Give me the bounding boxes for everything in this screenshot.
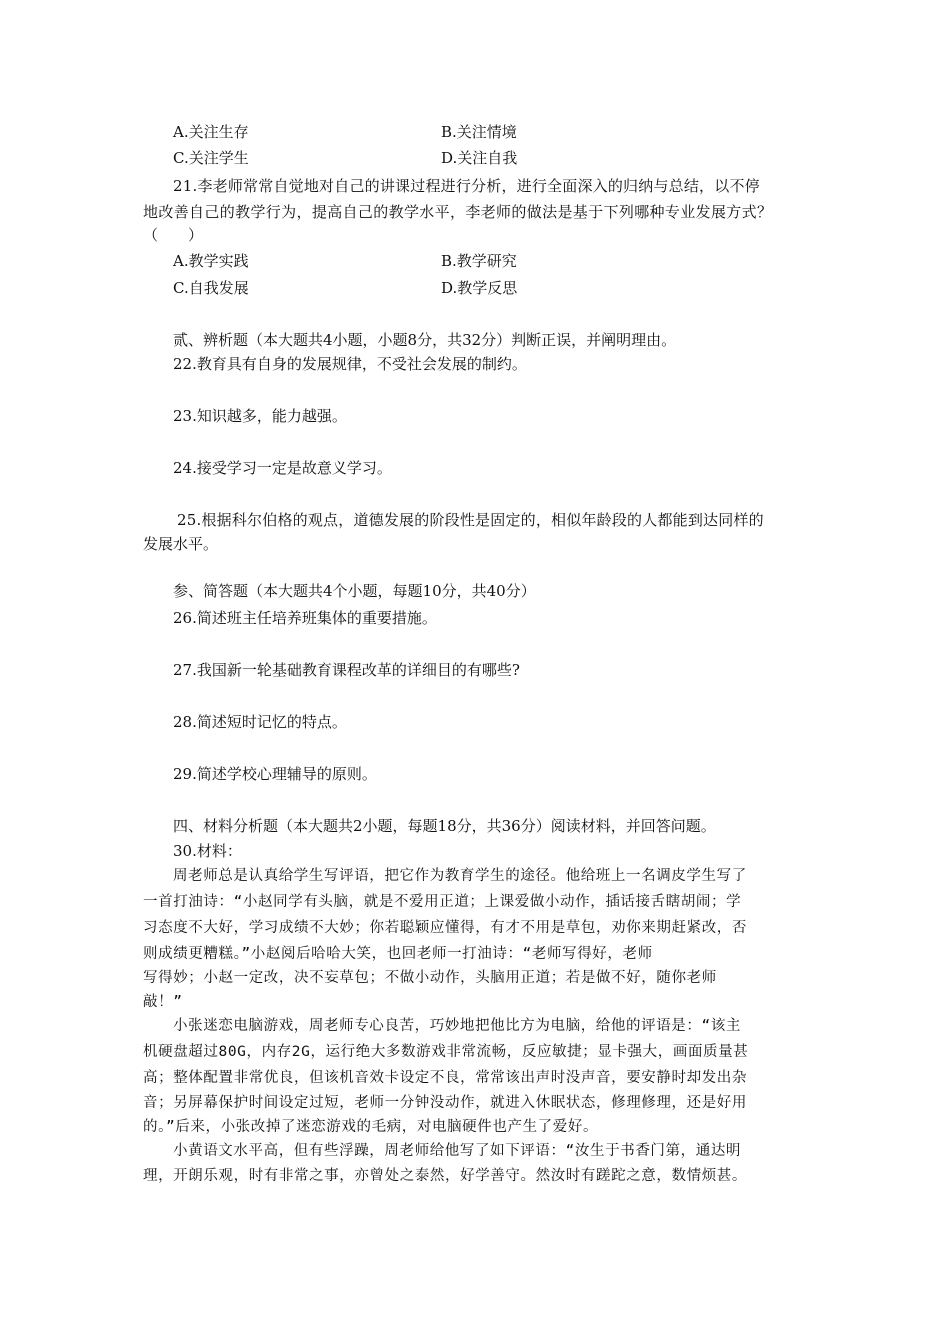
q21-option-c: C.自我发展 xyxy=(173,279,249,297)
q21-option-b: B.教学研究 xyxy=(441,252,517,270)
q20-option-c: C.关注学生 xyxy=(173,149,249,167)
material-p1-line6: 敲！” xyxy=(143,994,183,1010)
question-22: 22.教育具有自身的发展规律，不受社会发展的制约。 xyxy=(173,355,527,373)
material-p2-line5: 的。”后来，小张改掉了迷恋游戏的毛病，对电脑硬件也产生了爱好。 xyxy=(143,1119,599,1135)
material-p2-line2: 机硬盘超过80G，内存2G，运行绝大多数游戏非常流畅，反应敏捷；显卡强大，画面质量甚 xyxy=(143,1044,749,1060)
section2-heading: 贰、辨析题（本大题共4小题，小题8分，共32分）判断正误，并阐明理由。 xyxy=(173,331,677,349)
material-p1-line4: 则成绩更糟糕。”小赵阅后哈哈大笑，也回老师一打油诗：“老师写得好，老师 xyxy=(143,946,653,962)
material-p3-line1: 小黄语文水平高，但有些浮躁，周老师给他写了如下评语：“汝生于书香门第，通达明 xyxy=(173,1143,742,1159)
material-p2-line1: 小张迷恋电脑游戏，周老师专心良苦，巧妙地把他比方为电脑，给他的评语是：“该主 xyxy=(173,1018,742,1034)
q21-stem-line2: 地改善自己的教学行为，提高自己的教学水平，李老师的做法是基于下列哪种专业发展方式？ xyxy=(143,203,773,221)
question-28: 28.简述短时记忆的特点。 xyxy=(173,713,347,731)
question-29: 29.简述学校心理辅导的原则。 xyxy=(173,765,377,783)
q21-option-a: A.教学实践 xyxy=(173,252,249,270)
question-25-line2: 发展水平。 xyxy=(143,535,219,553)
q20-option-a: A.关注生存 xyxy=(173,123,249,141)
q21-option-d: D.教学反思 xyxy=(441,279,518,297)
material-p1-line2: 一首打油诗：“小赵同学有头脑，就是不爱用正道；上课爱做小动作，插话接舌瞎胡闹；学 xyxy=(143,894,742,910)
question-23: 23.知识越多，能力越强。 xyxy=(173,407,347,425)
q20-option-d: D.关注自我 xyxy=(441,149,518,167)
material-p1-line1: 周老师总是认真给学生写评语，把它作为教育学生的途径。他给班上一名调皮学生写了 xyxy=(173,868,747,884)
question-30-label: 30.材料： xyxy=(173,842,242,860)
q21-answer-blank: （ ） xyxy=(143,226,204,244)
section3-heading: 参、简答题（本大题共4个小题，每题10分，共40分） xyxy=(173,582,536,600)
question-26: 26.简述班主任培养班集体的重要措施。 xyxy=(173,609,437,627)
material-p1-line3: 习态度不大好，学习成绩不大妙；你若聪颖应懂得，有才不用是草包，劝你来期赶紧改，否 xyxy=(143,920,747,936)
question-27: 27.我国新一轮基础教育课程改革的详细目的有哪些? xyxy=(173,661,520,679)
question-25-line1: 25.根据科尔伯格的观点，道德发展的阶段性是固定的，相似年龄段的人都能到达同样的 xyxy=(177,511,764,529)
material-p1-line5: 写得妙；小赵一定改，决不妄草包；不做小动作，头脑用正道；若是做不好，随你老师 xyxy=(143,970,717,986)
material-p2-line3: 高；整体配置非常优良，但该机音效卡设定不良，常常该出声时没声音，要安静时却发出杂 xyxy=(143,1070,747,1086)
material-p2-line4: 音；另屏幕保护时间设定过短，老师一分钟没动作，就进入休眠状态，修理修理，还是好用 xyxy=(143,1095,747,1111)
q21-stem-line1: 21.李老师常常自觉地对自己的讲课过程进行分析，进行全面深入的归纳与总结，以不停 xyxy=(173,177,760,195)
material-p3-line2: 理，开朗乐观，时有非常之事，亦曾处之泰然，好学善守。然汝时有蹉跎之意，数情烦甚。 xyxy=(143,1168,747,1184)
question-24: 24.接受学习一定是故意义学习。 xyxy=(173,459,392,477)
section4-heading: 四、材料分析题（本大题共2小题，每题18分，共36分）阅读材料，并回答问题。 xyxy=(173,817,716,835)
q20-option-b: B.关注情境 xyxy=(441,123,517,141)
